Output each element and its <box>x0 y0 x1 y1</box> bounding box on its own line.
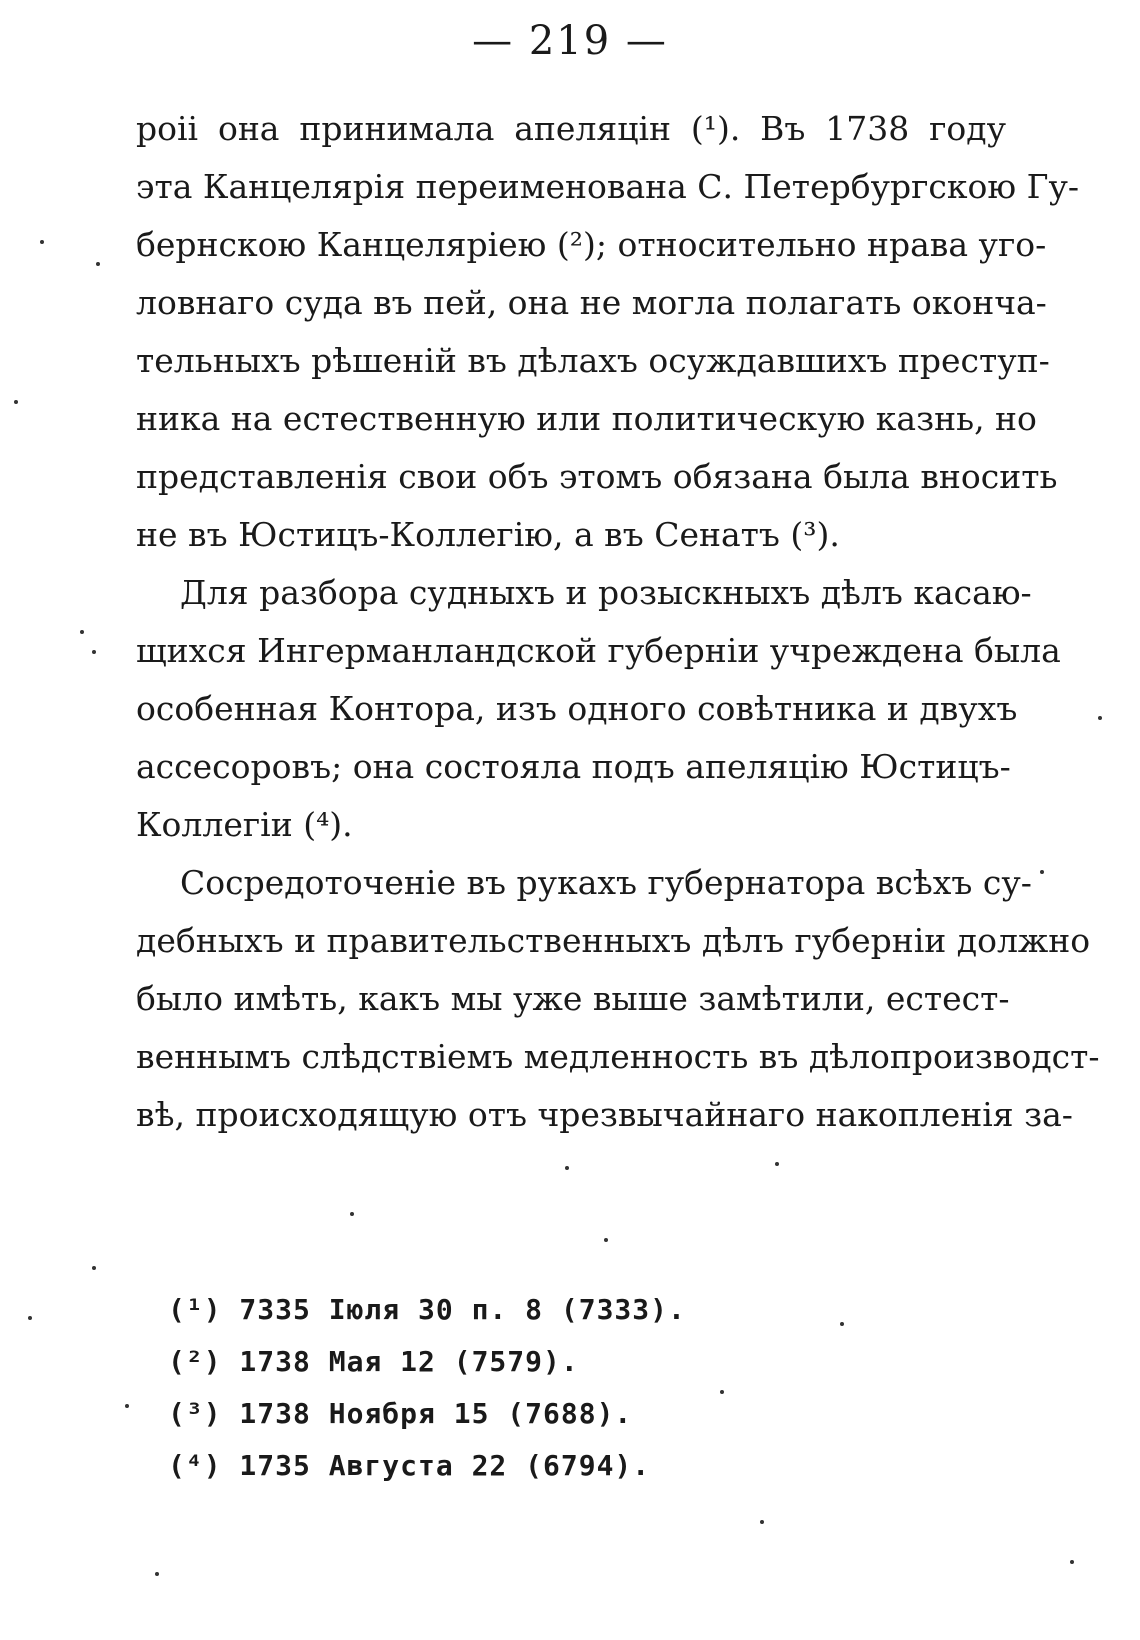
print-speck <box>720 1390 724 1394</box>
text-line: вѣ, происходящую отъ чрезвычайнаго накопленія за- <box>136 1095 1073 1134</box>
text-line: poii она принимала апеляцін (¹). Въ 1738 году <box>136 109 1006 148</box>
text-line: эта Канцелярія переименована С. Петербургскою Гу- <box>136 167 1080 206</box>
footnote: (²) 1738 Мая 12 (7579). <box>168 1345 579 1378</box>
text-line: ника на естественную или политическую казнь, но <box>136 399 1037 438</box>
print-speck <box>14 400 18 404</box>
print-speck <box>840 1322 844 1326</box>
text-line: тельныхъ рѣшеній въ дѣлахъ осуждавшихъ преступ- <box>136 341 1050 380</box>
text-line: особенная Контора, изъ одного совѣтника и двухъ <box>136 689 1018 728</box>
print-speck <box>775 1162 779 1166</box>
print-speck <box>92 650 96 654</box>
paragraph-3 <box>136 854 1100 1144</box>
text-line: не въ Юстицъ-Коллегію, а въ Сенатъ (³). <box>136 515 840 554</box>
print-speck <box>760 1520 764 1524</box>
footnote: (⁴) 1735 Августа 22 (6794). <box>168 1449 651 1482</box>
print-speck <box>604 1238 608 1242</box>
text-line: дебныхъ и правительственныхъ дѣлъ губерніи должно <box>136 921 1091 960</box>
print-speck <box>80 630 84 634</box>
print-speck <box>350 1212 354 1216</box>
print-speck <box>565 1166 569 1170</box>
text-line: Коллегіи (⁴). <box>136 805 353 844</box>
text-line: ассесоровъ; она состояла подъ апеляцію Юстицъ- <box>136 747 1011 786</box>
footnotes <box>168 1284 868 1492</box>
text-line: ловнаго суда въ пей, она не могла полагать оконча- <box>136 283 1047 322</box>
print-speck <box>155 1572 159 1576</box>
text-line: Сосредоточеніе въ рукахъ губернатора всѣхъ су- <box>180 863 1032 902</box>
print-speck <box>40 240 44 244</box>
footnote: (³) 1738 Ноября 15 (7688). <box>168 1397 633 1430</box>
text-line: было имѣть, какъ мы уже выше замѣтили, естест- <box>136 979 1010 1018</box>
print-speck <box>92 1266 96 1270</box>
print-speck <box>28 1316 32 1320</box>
text-line: бернскою Канцеляріею (²); относительно нрава уго- <box>136 225 1047 264</box>
print-speck <box>1070 1560 1074 1564</box>
paragraph-2 <box>136 564 1061 854</box>
print-speck <box>1098 716 1102 720</box>
footnote: (¹) 7335 Іюля 30 п. 8 (7333). <box>168 1293 686 1326</box>
print-speck <box>125 1404 129 1408</box>
text-line: веннымъ слѣдствіемъ медленность въ дѣлопроизводст- <box>136 1037 1100 1076</box>
print-speck <box>96 262 100 266</box>
print-speck <box>1040 870 1044 874</box>
body-text <box>136 100 1100 1144</box>
paragraph-1 <box>136 100 1080 564</box>
page-number: — 219 — <box>472 18 668 64</box>
text-line: представленія свои объ этомъ обязана была вносить <box>136 457 1058 496</box>
text-line: щихся Ингерманландской губерніи учреждена была <box>136 631 1061 670</box>
text-line: Для разбора судныхъ и розыскныхъ дѣлъ касаю- <box>180 573 1032 612</box>
